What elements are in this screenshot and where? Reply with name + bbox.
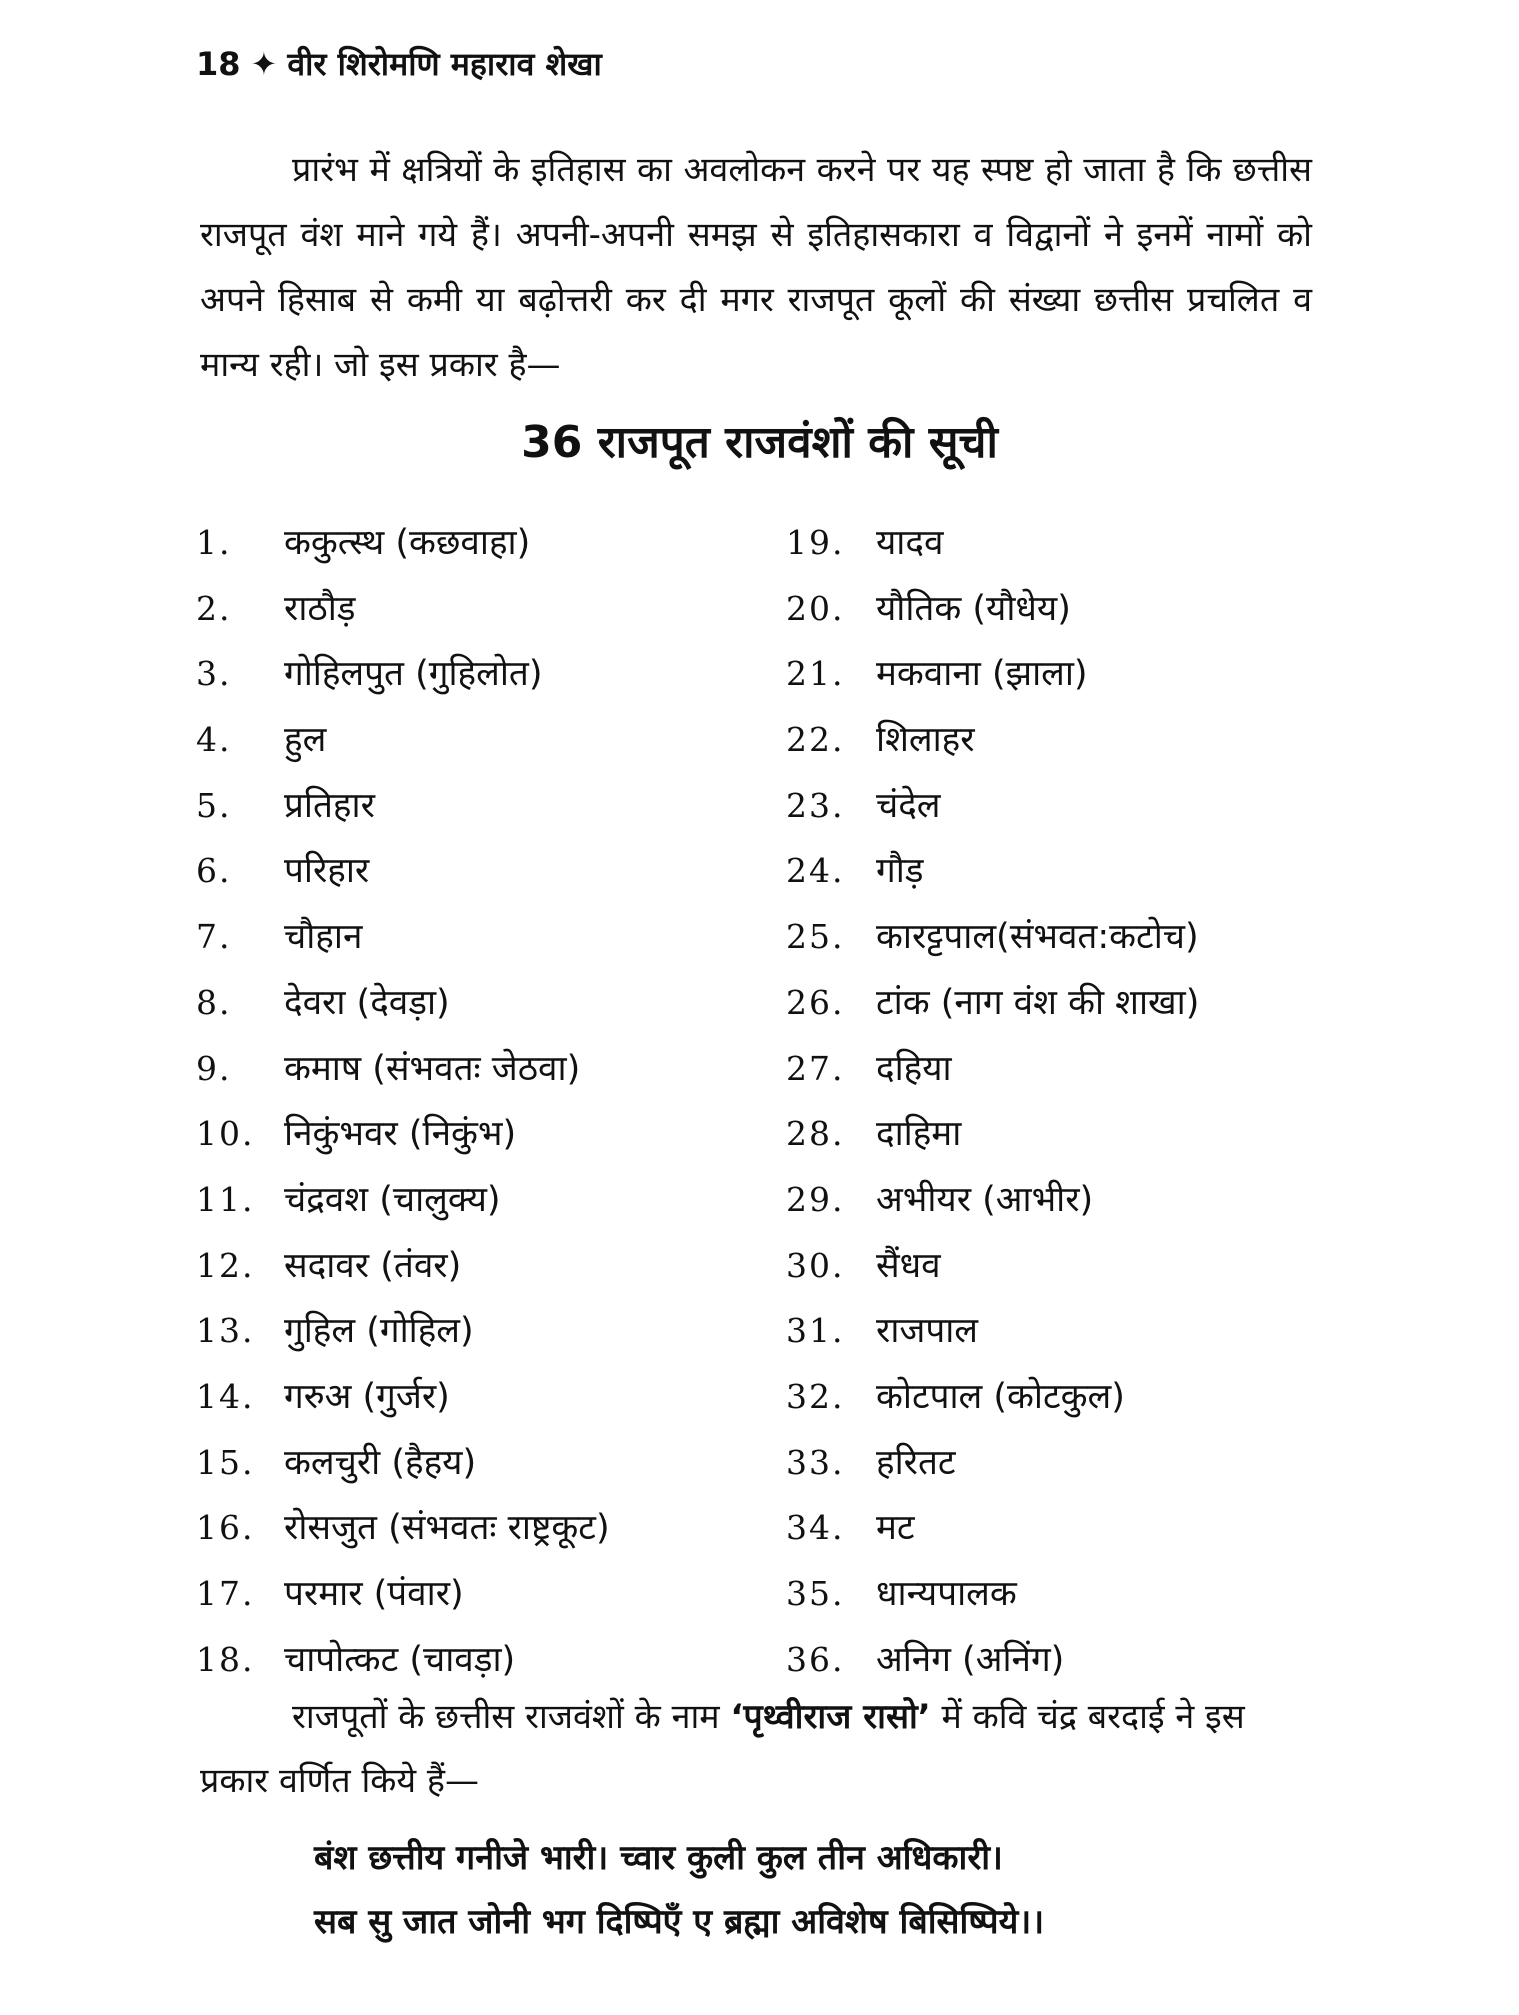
list-item-name: गोहिलपुत (गुहिलोत) — [284, 654, 543, 695]
list-item-number: 4. — [196, 720, 232, 760]
list-item — [786, 1233, 1199, 1299]
verse-block — [314, 1826, 1044, 1954]
list-item-name: ककुत्स्थ (कछवाहा) — [284, 523, 531, 563]
list-item-name: कारट्टपाल(संभवत:कटोच) — [876, 917, 1199, 958]
list-item-name: सैंधव — [876, 1245, 941, 1286]
list-item-number: 30. — [786, 1245, 845, 1285]
list-item — [196, 970, 610, 1036]
list-item-name: गौड़ — [876, 851, 924, 892]
list-item-name: रोसजुत (संभवतः राष्ट्रकूट) — [284, 1508, 610, 1549]
outro-book-name: ‘पृथ्वीराज रासो’ — [730, 1697, 931, 1737]
list-item-number: 14. — [196, 1376, 255, 1416]
list-item-name: राजपाल — [876, 1311, 979, 1352]
list-item-number: 13. — [196, 1311, 255, 1351]
list-item-name: गुहिल (गोहिल) — [284, 1311, 474, 1352]
list-item-name: टांक (नाग वंश की शाखा) — [876, 982, 1200, 1023]
list-item-name: प्रतिहार — [284, 785, 375, 826]
list-item — [196, 1495, 610, 1561]
list-item-name: परमार (पंवार) — [284, 1574, 464, 1614]
list-item-number: 33. — [786, 1442, 845, 1482]
list-item-number: 6. — [196, 851, 232, 891]
list-item — [786, 904, 1199, 970]
list-item-number: 1. — [196, 523, 232, 562]
list-item-number: 5. — [196, 785, 232, 825]
dynasty-list-left — [196, 510, 610, 1692]
list-item — [196, 904, 610, 970]
list-item — [786, 1036, 1199, 1102]
list-item — [196, 1167, 610, 1233]
list-item-name: राठौड़ — [284, 588, 356, 629]
list-item-name: धान्यपालक — [876, 1574, 1017, 1614]
dynasty-list-right — [786, 510, 1199, 1692]
list-item-number: 16. — [196, 1508, 255, 1548]
list-item-name: कमाष (संभवतः जेठवा) — [284, 1048, 581, 1089]
list-item — [196, 510, 610, 576]
list-item — [196, 773, 610, 839]
list-item-name: कोटपाल (कोटकुल) — [876, 1376, 1125, 1417]
list-item-name: यादव — [876, 523, 944, 563]
list-item-name: चापोत्कट (चावड़ा) — [284, 1639, 516, 1680]
list-item-number: 12. — [196, 1245, 255, 1285]
list-item-name: हरितट — [876, 1442, 956, 1483]
list-item — [786, 1430, 1199, 1496]
list-item — [196, 1627, 610, 1693]
list-item — [786, 1561, 1199, 1627]
verse-line: सब सु जात जोनी भग दिष्पिएँ ए ब्रह्मा अविशेष बिसिष्पिये।। — [314, 1902, 1045, 1942]
intro-paragraph: प्रारंभ में क्षत्रियों के इतिहास का अवलोकन करने पर यह स्पष्ट हो जाता है कि छत्तीस राजपूत वंश माने गये हैं। अपनी-अपनी समझ से इतिहासकारा व विद्वानों ने इनमें नामों को अपने हिसाब से कमी या बढ़ोत्तरी कर दी मगर राजपूत कूलों की संख्या छत्तीस प्रचलित व मान्य रही। जो इस प्रकार है— — [200, 150, 1312, 385]
list-item — [786, 1298, 1199, 1364]
outro-text-after: में कवि चंद्र बरदाई ने इस प्रकार वर्णित किये हैं— — [200, 1697, 1245, 1801]
list-item — [196, 1364, 610, 1430]
list-item — [786, 1627, 1199, 1693]
list-item-name: शिलाहर — [876, 720, 975, 761]
list-item — [196, 576, 610, 642]
list-item-number: 18. — [196, 1639, 255, 1679]
list-item — [786, 838, 1199, 904]
list-item-name: निकुंभवर (निकुंभ) — [284, 1114, 517, 1155]
list-item-number: 3. — [196, 654, 232, 694]
list-item-name: दहिया — [876, 1048, 952, 1089]
list-item-name: चंदेल — [876, 785, 941, 826]
list-item-name: हुल — [284, 720, 327, 761]
list-item-number: 35. — [786, 1574, 845, 1613]
list-item-number: 17. — [196, 1574, 255, 1613]
list-item-name: चौहान — [284, 917, 363, 958]
list-item — [786, 641, 1199, 707]
list-item — [786, 1167, 1199, 1233]
list-item-name: परिहार — [284, 851, 370, 892]
list-item — [196, 838, 610, 904]
list-item-number: 28. — [786, 1114, 845, 1154]
list-item — [196, 1430, 610, 1496]
list-item — [196, 1101, 610, 1167]
list-item-name: सदावर (तंवर) — [284, 1245, 462, 1286]
list-item-name: गरुअ (गुर्जर) — [284, 1376, 450, 1417]
list-item-name: मट — [876, 1508, 915, 1549]
list-item — [786, 1364, 1199, 1430]
list-item-number: 22. — [786, 720, 845, 760]
outro-text-before: राजपूतों के छत्तीस राजवंशों के नाम — [292, 1697, 731, 1737]
list-item-number: 15. — [196, 1442, 255, 1482]
list-item-number: 11. — [196, 1179, 255, 1219]
list-item-name: चंद्रवश (चालुक्य) — [284, 1179, 501, 1220]
outro-paragraph — [200, 1685, 1312, 1813]
list-item-number: 20. — [786, 588, 845, 628]
list-item-number: 8. — [196, 982, 232, 1022]
list-item — [786, 707, 1199, 773]
verse-line: बंश छत्तीय गनीजे भारी। च्वार कुली कुल तीन अधिकारी। — [314, 1838, 1003, 1878]
list-item-number: 19. — [786, 523, 845, 562]
list-item — [786, 1495, 1199, 1561]
header-separator-icon: ✦ — [250, 45, 278, 83]
list-item-number: 21. — [786, 654, 845, 694]
list-item-name: अभीयर (आभीर) — [876, 1179, 1094, 1220]
list-item-name: देवरा (देवड़ा) — [284, 982, 450, 1023]
list-item — [786, 970, 1199, 1036]
page-header — [196, 42, 602, 85]
list-item-number: 23. — [786, 785, 845, 825]
list-item-name: यौतिक (यौधेय) — [876, 588, 1071, 629]
list-item-number: 29. — [786, 1179, 845, 1219]
list-item — [786, 510, 1199, 576]
list-item-name: अनिग (अनिंग) — [876, 1639, 1065, 1680]
list-item-number: 36. — [786, 1639, 845, 1679]
list-item-number: 34. — [786, 1508, 845, 1548]
list-item-number: 10. — [196, 1114, 255, 1154]
list-item — [196, 1298, 610, 1364]
list-item — [196, 707, 610, 773]
list-item-number: 2. — [196, 588, 232, 628]
list-item-name: दाहिमा — [876, 1114, 962, 1155]
list-item — [786, 1101, 1199, 1167]
list-item-name: मकवाना (झाला) — [876, 654, 1088, 695]
list-item-number: 24. — [786, 851, 845, 891]
list-item-number: 9. — [196, 1048, 232, 1088]
list-title: 36 राजपूत राजवंशों की सूची — [521, 417, 998, 468]
list-item — [786, 576, 1199, 642]
list-item — [196, 1036, 610, 1102]
list-item — [196, 641, 610, 707]
list-item-number: 7. — [196, 917, 232, 957]
list-item-number: 31. — [786, 1311, 845, 1351]
book-title: वीर शिरोमणि महाराव शेखा — [287, 45, 602, 83]
list-item — [196, 1233, 610, 1299]
list-item-number: 25. — [786, 917, 845, 957]
list-item — [786, 773, 1199, 839]
list-item-name: कलचुरी (हैहय) — [284, 1442, 477, 1483]
list-item-number: 27. — [786, 1048, 845, 1088]
list-item-number: 32. — [786, 1376, 845, 1416]
page-number: 18 — [196, 45, 241, 83]
list-item-number: 26. — [786, 982, 845, 1022]
list-item — [196, 1561, 610, 1627]
